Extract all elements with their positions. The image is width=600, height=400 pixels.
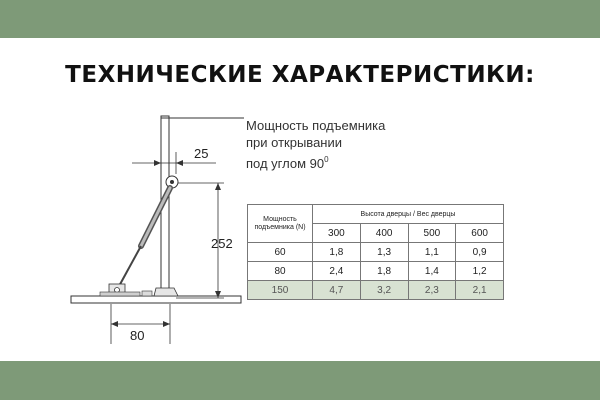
capacity-header: Мощность подъемника (N) (248, 205, 313, 243)
dim-height-label: 252 (211, 236, 233, 251)
lift-mechanism-drawing (66, 108, 246, 348)
dim-offset-label: 25 (194, 146, 209, 161)
value-cell: 2,3 (408, 281, 456, 300)
height-cell: 500 (408, 224, 456, 243)
capacity-cell: 60 (248, 243, 313, 262)
table-row (248, 243, 504, 262)
desc-line-3-text: под углом 90 (246, 156, 325, 171)
strut-top-pin (170, 180, 174, 184)
height-cell: 600 (456, 224, 504, 243)
page-title: ТЕХНИЧЕСКИЕ ХАРАКТЕРИСТИКИ: (65, 62, 535, 88)
desc-degree: 0 (324, 155, 329, 164)
table-row (248, 262, 504, 281)
dim-depth-arrow-left (111, 321, 118, 327)
strut-rod (118, 246, 141, 288)
capacity-cell: 80 (248, 262, 313, 281)
value-cell: 2,1 (456, 281, 504, 300)
dims-header: Высота дверцы / Вес дверцы (313, 205, 504, 224)
value-cell: 1,8 (360, 262, 408, 281)
value-cell: 1,4 (408, 262, 456, 281)
lift-description (246, 117, 446, 172)
value-cell: 0,9 (456, 243, 504, 262)
desc-line-1: Мощность подъемника (246, 118, 386, 133)
value-cell: 1,8 (313, 243, 361, 262)
catch-bracket (154, 288, 178, 296)
value-cell: 2,4 (313, 262, 361, 281)
value-cell: 3,2 (360, 281, 408, 300)
specs-table (247, 204, 504, 300)
dim-depth-label: 80 (130, 328, 145, 343)
dim-depth-arrow-right (163, 321, 170, 327)
desc-line-3 (246, 151, 446, 172)
value-cell: 1,3 (360, 243, 408, 262)
catch-block (142, 291, 152, 296)
cabinet-bottom-shelf (71, 296, 241, 303)
dim-height-arrow-top (215, 183, 221, 190)
height-cell: 400 (360, 224, 408, 243)
value-cell: 1,1 (408, 243, 456, 262)
capacity-cell: 150 (248, 281, 313, 300)
value-cell: 1,2 (456, 262, 504, 281)
table-header-row (248, 205, 504, 224)
dim-offset-arrow-right (176, 160, 183, 166)
value-cell: 4,7 (313, 281, 361, 300)
table-row-highlighted (248, 281, 504, 300)
base-plate (100, 292, 140, 296)
dim-offset-arrow-left (154, 160, 161, 166)
desc-line-2: при открывании (246, 135, 342, 150)
height-cell: 300 (313, 224, 361, 243)
